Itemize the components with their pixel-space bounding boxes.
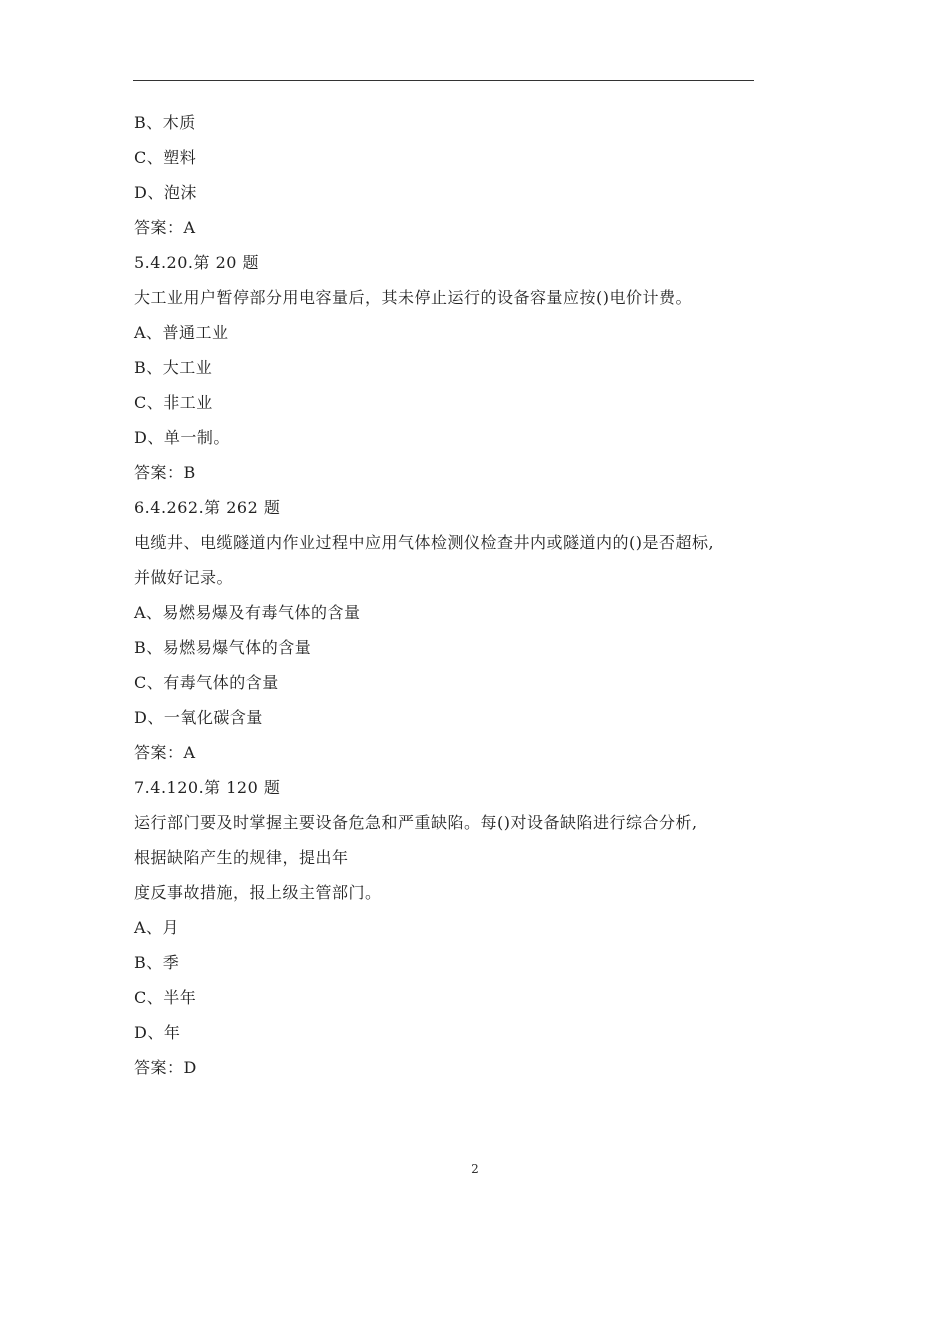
question-text-continued: 并做好记录。: [134, 568, 234, 587]
question-heading: 6.4.262.第 262 题: [134, 498, 281, 517]
answer: 答案：B: [134, 463, 196, 482]
option-c: C、塑料: [134, 148, 197, 167]
page-number: 2: [471, 1162, 479, 1176]
option-d: D、泡沫: [134, 183, 197, 202]
option-d: D、单一制。: [134, 428, 230, 447]
question-text: 电缆井、电缆隧道内作业过程中应用气体检测仪检查井内或隧道内的()是否超标,: [134, 533, 715, 552]
option-c: C、半年: [134, 988, 197, 1007]
document-body: [134, 105, 764, 1085]
option-b: B、木质: [134, 113, 196, 132]
question-heading: 7.4.120.第 120 题: [134, 778, 281, 797]
option-c: C、非工业: [134, 393, 213, 412]
answer: 答案：D: [134, 1058, 197, 1077]
header-rule: [133, 80, 754, 81]
answer: 答案：A: [134, 218, 196, 237]
answer: 答案：A: [134, 743, 196, 762]
question-heading: 5.4.20.第 20 题: [134, 253, 260, 272]
question-text: 运行部门要及时掌握主要设备危急和严重缺陷。每()对设备缺陷进行综合分析,: [134, 813, 698, 832]
question-text-continued: 度反事故措施，报上级主管部门。: [134, 883, 382, 902]
option-b: B、易燃易爆气体的含量: [134, 638, 312, 657]
option-b: B、大工业: [134, 358, 213, 377]
option-d: D、年: [134, 1023, 181, 1042]
option-b: B、季: [134, 953, 180, 972]
option-c: C、有毒气体的含量: [134, 673, 279, 692]
question-text: 大工业用户暂停部分用电容量后，其未停止运行的设备容量应按()电价计费。: [134, 288, 692, 307]
option-a: A、普通工业: [134, 323, 229, 342]
option-a: A、易燃易爆及有毒气体的含量: [134, 603, 361, 622]
question-text-continued: 根据缺陷产生的规律，提出年: [134, 848, 349, 867]
option-d: D、一氧化碳含量: [134, 708, 263, 727]
option-a: A、月: [134, 918, 180, 937]
